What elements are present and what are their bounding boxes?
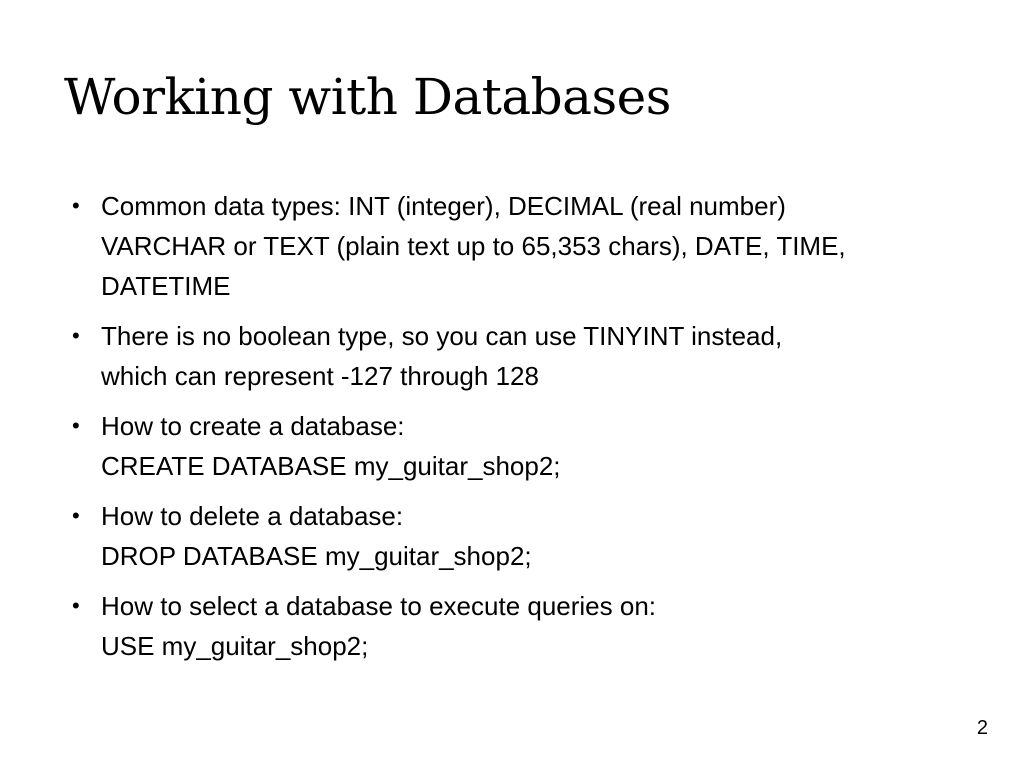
- bullet-line: Common data types: INT (integer), DECIMAL (real number): [101, 191, 786, 221]
- bullet-icon: •: [72, 503, 80, 528]
- bullet-line: CREATE DATABASE my_guitar_shop2;: [101, 451, 561, 481]
- bullet-item-select-database: [72, 586, 972, 666]
- bullet-icon: •: [72, 413, 80, 438]
- bullet-list: [72, 186, 972, 676]
- bullet-line: which can represent -127 through 128: [101, 361, 539, 391]
- bullet-item-delete-database: [72, 496, 972, 576]
- bullet-line: How to select a database to execute queries on:: [101, 591, 657, 621]
- bullet-item-boolean: [72, 316, 972, 396]
- bullet-line: How to create a database:: [101, 411, 405, 441]
- bullet-line: How to delete a database:: [101, 501, 404, 531]
- bullet-icon: •: [72, 323, 80, 348]
- bullet-line: USE my_guitar_shop2;: [101, 631, 369, 661]
- bullet-icon: •: [72, 193, 80, 218]
- page-number: 2: [976, 717, 988, 739]
- bullet-item-data-types: [72, 186, 972, 306]
- bullet-line: VARCHAR or TEXT (plain text up to 65,353 chars), DATE, TIME,: [101, 231, 846, 261]
- bullet-line: DROP DATABASE my_guitar_shop2;: [101, 541, 532, 571]
- bullet-icon: •: [72, 593, 80, 618]
- bullet-line: DATETIME: [101, 271, 231, 301]
- bullet-item-create-database: [72, 406, 972, 486]
- slide-title: Working with Databases: [64, 68, 671, 126]
- bullet-line: There is no boolean type, so you can use TINYINT instead,: [101, 321, 783, 351]
